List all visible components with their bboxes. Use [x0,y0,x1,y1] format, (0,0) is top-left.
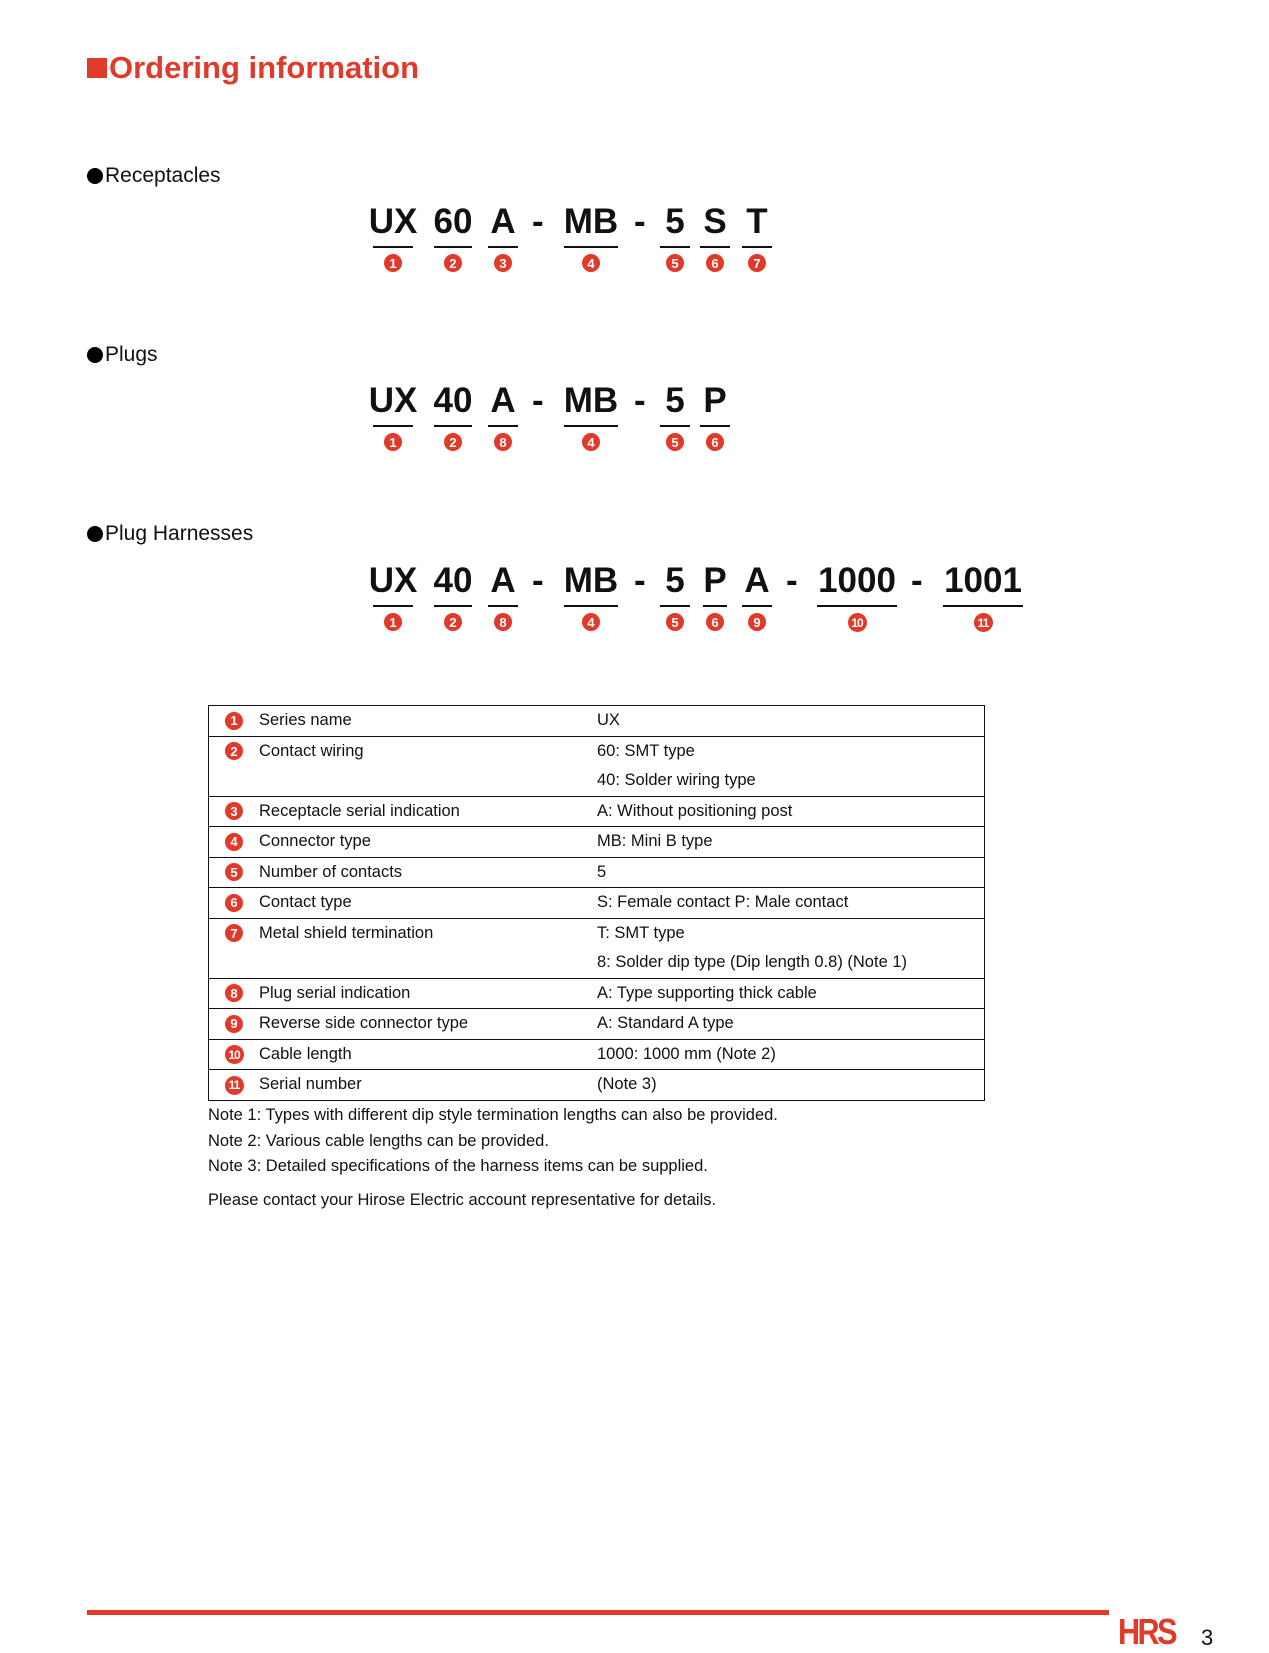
code-underline [700,425,730,427]
page-title-text: Ordering information [109,50,419,85]
code-segment-text: 1000 [818,561,896,600]
note-line: Note 2: Various cable lengths can be provided. [208,1131,549,1150]
section-label-text: Receptacles [105,164,221,187]
code-separator: - [911,561,923,600]
index-badge-10: 10 [848,613,867,632]
row-value-cell: 5 [597,862,607,881]
index-badge-11: 11 [974,613,993,632]
section-harnesses-label [87,522,253,546]
code-segment [473,202,533,273]
row-index-cell [209,827,260,858]
row-value-cell: S: Female contact P: Male contact [597,893,849,912]
table-row [209,918,985,948]
row-label-cell: Plug serial indication [259,983,411,1002]
page-title [87,50,419,86]
code-segment-text: P [703,561,727,600]
row-index-cell [209,918,260,948]
code-segment-text: A [490,561,516,600]
table-row [209,978,985,1009]
index-badge-2: 2 [444,433,462,451]
index-badge-2: 2 [444,254,462,272]
index-badge-5: 5 [666,254,684,272]
code-underline [564,246,618,248]
index-badge-7: 7 [748,254,766,272]
row-index-cell [209,736,260,766]
row-index-cell [209,978,260,1009]
note-line: Note 3: Detailed specifications of the harness items can be supplied. [208,1157,708,1175]
code-segment [554,381,628,452]
code-segment-text: A [490,381,516,420]
note-line: Note 1: Types with different dip style termination lengths can also be provided. [208,1106,778,1124]
code-segment-text: 1001 [944,561,1022,600]
code-segment-text: UX [368,381,418,420]
row-value-cell: T: SMT type [597,923,685,942]
code-segment [363,381,423,452]
code-segment-text: 40 [433,381,473,420]
row-index-cell [209,857,260,888]
code-segment-text: 5 [665,561,685,600]
row-value-cell: 8: Solder dip type (Dip length 0.8) (Note 1) [597,953,907,972]
code-underline [817,605,897,607]
table-row [209,948,985,978]
table-row [209,1009,985,1040]
code-segment-text: 40 [433,561,473,600]
row-label-cell: Contact type [259,893,352,912]
index-badge-8: 8 [494,433,512,451]
table-row [209,888,985,919]
index-badge-4: 4 [582,613,600,631]
table-row [209,796,985,827]
code-underline [373,605,413,607]
row-value-cell: A: Type supporting thick cable [597,983,817,1002]
code-segment-text: 5 [665,202,685,241]
index-badge-11: 11 [225,1076,244,1095]
code-segment [685,381,745,452]
code-underline [373,425,413,427]
row-index-cell [209,1039,260,1070]
row-value-cell: 1000: 1000 mm (Note 2) [597,1044,776,1063]
index-badge-2: 2 [225,742,243,760]
row-label-cell [259,766,597,796]
index-badge-4: 4 [225,833,243,851]
code-underline [943,605,1023,607]
table-row [209,1039,985,1070]
row-value-cell: A: Without positioning post [597,801,793,820]
index-badge-5: 5 [666,613,684,631]
index-badge-2: 2 [444,613,462,631]
index-badge-1: 1 [384,254,402,272]
code-segment [363,202,423,273]
row-label-cell: Connector type [259,832,371,851]
row-label-cell [259,948,597,978]
square-bullet-icon [87,58,107,78]
code-underline [488,425,518,427]
row-value-cell: 60: SMT type [597,741,695,760]
index-badge-5: 5 [225,863,243,881]
code-underline [488,605,518,607]
index-badge-1: 1 [384,433,402,451]
code-separator: - [634,381,646,420]
code-segment-text: S [703,202,727,241]
table-row [209,706,985,737]
index-badge-4: 4 [582,433,600,451]
contact-note: Please contact your Hirose Electric account representative for details. [208,1191,717,1209]
row-index-cell [209,766,260,796]
index-badge-1: 1 [384,613,402,631]
index-badge-8: 8 [225,984,243,1002]
row-value-cell: UX [597,711,620,730]
row-index-cell [209,706,260,737]
table-row [209,736,985,766]
code-segment-text: MB [563,381,619,420]
index-badge-3: 3 [494,254,512,272]
row-label-cell: Number of contacts [259,862,403,881]
code-segment-text: A [490,202,516,241]
bullet-icon [87,347,103,363]
index-badge-6: 6 [706,613,724,631]
code-underline [742,246,772,248]
row-index-cell [209,796,260,827]
index-badge-4: 4 [582,254,600,272]
notes-block [208,1103,778,1180]
index-badge-7: 7 [225,924,243,942]
code-underline [373,246,413,248]
row-label-cell: Contact wiring [259,741,364,760]
code-segment [807,561,907,632]
code-underline [434,246,472,248]
section-receptacles-label [87,164,221,188]
code-underline [700,246,730,248]
code-separator: - [634,561,646,600]
code-segment-text: UX [368,561,418,600]
code-segment [933,561,1033,632]
row-index-cell [209,1070,260,1101]
row-label-cell: Serial number [259,1075,362,1094]
ordering-spec-table [208,705,985,1101]
table-row [209,827,985,858]
code-separator: - [532,381,544,420]
code-segment [727,561,787,632]
code-underline [703,605,727,607]
bullet-icon [87,168,103,184]
row-value-cell: 40: Solder wiring type [597,771,756,790]
row-value-cell: MB: Mini B type [597,832,713,851]
code-separator: - [532,561,544,600]
code-underline [434,425,472,427]
footer-rule [87,1610,1109,1615]
code-separator: - [532,202,544,241]
code-underline [488,246,518,248]
code-underline [434,605,472,607]
code-segment-text: P [703,381,727,420]
code-segment-text: UX [368,202,418,241]
section-label-text: Plugs [105,343,158,366]
code-underline [564,425,618,427]
code-segment-text: 5 [665,381,685,420]
row-value-cell: (Note 3) [597,1075,657,1094]
table-row [209,857,985,888]
bullet-icon [87,526,103,542]
index-badge-6: 6 [225,894,243,912]
code-separator: - [634,202,646,241]
code-underline [564,605,618,607]
code-segment [727,202,787,273]
row-index-cell [209,948,260,978]
section-plugs-label [87,343,158,367]
row-index-cell [209,1009,260,1040]
index-badge-9: 9 [748,613,766,631]
row-label-cell: Cable length [259,1044,352,1063]
index-badge-8: 8 [494,613,512,631]
row-index-cell [209,888,260,919]
code-segment [554,202,628,273]
code-segment-text: A [744,561,770,600]
index-badge-9: 9 [225,1015,243,1033]
row-label-cell: Reverse side connector type [259,1014,469,1033]
table-row [209,766,985,796]
table-row [209,1070,985,1101]
row-label-cell: Receptacle serial indication [259,801,460,820]
code-underline [742,605,772,607]
index-badge-1: 1 [225,712,243,730]
row-value-cell: A: Standard A type [597,1014,734,1033]
index-badge-10: 10 [225,1045,244,1064]
section-label-text: Plug Harnesses [105,522,254,545]
code-segment-text: T [746,202,768,241]
code-segment [554,561,628,632]
index-badge-3: 3 [225,802,243,820]
index-badge-5: 5 [666,433,684,451]
code-segment [363,561,423,632]
code-segment-text: MB [563,561,619,600]
code-segment [473,381,533,452]
hrs-logo: HRS [1118,1611,1175,1652]
page-number: 3 [1201,1625,1214,1650]
code-separator: - [786,561,798,600]
row-label-cell: Series name [259,711,352,730]
index-badge-6: 6 [706,433,724,451]
row-label-cell: Metal shield termination [259,923,434,942]
code-segment [473,561,533,632]
code-segment-text: MB [563,202,619,241]
index-badge-6: 6 [706,254,724,272]
code-segment-text: 60 [433,202,473,241]
